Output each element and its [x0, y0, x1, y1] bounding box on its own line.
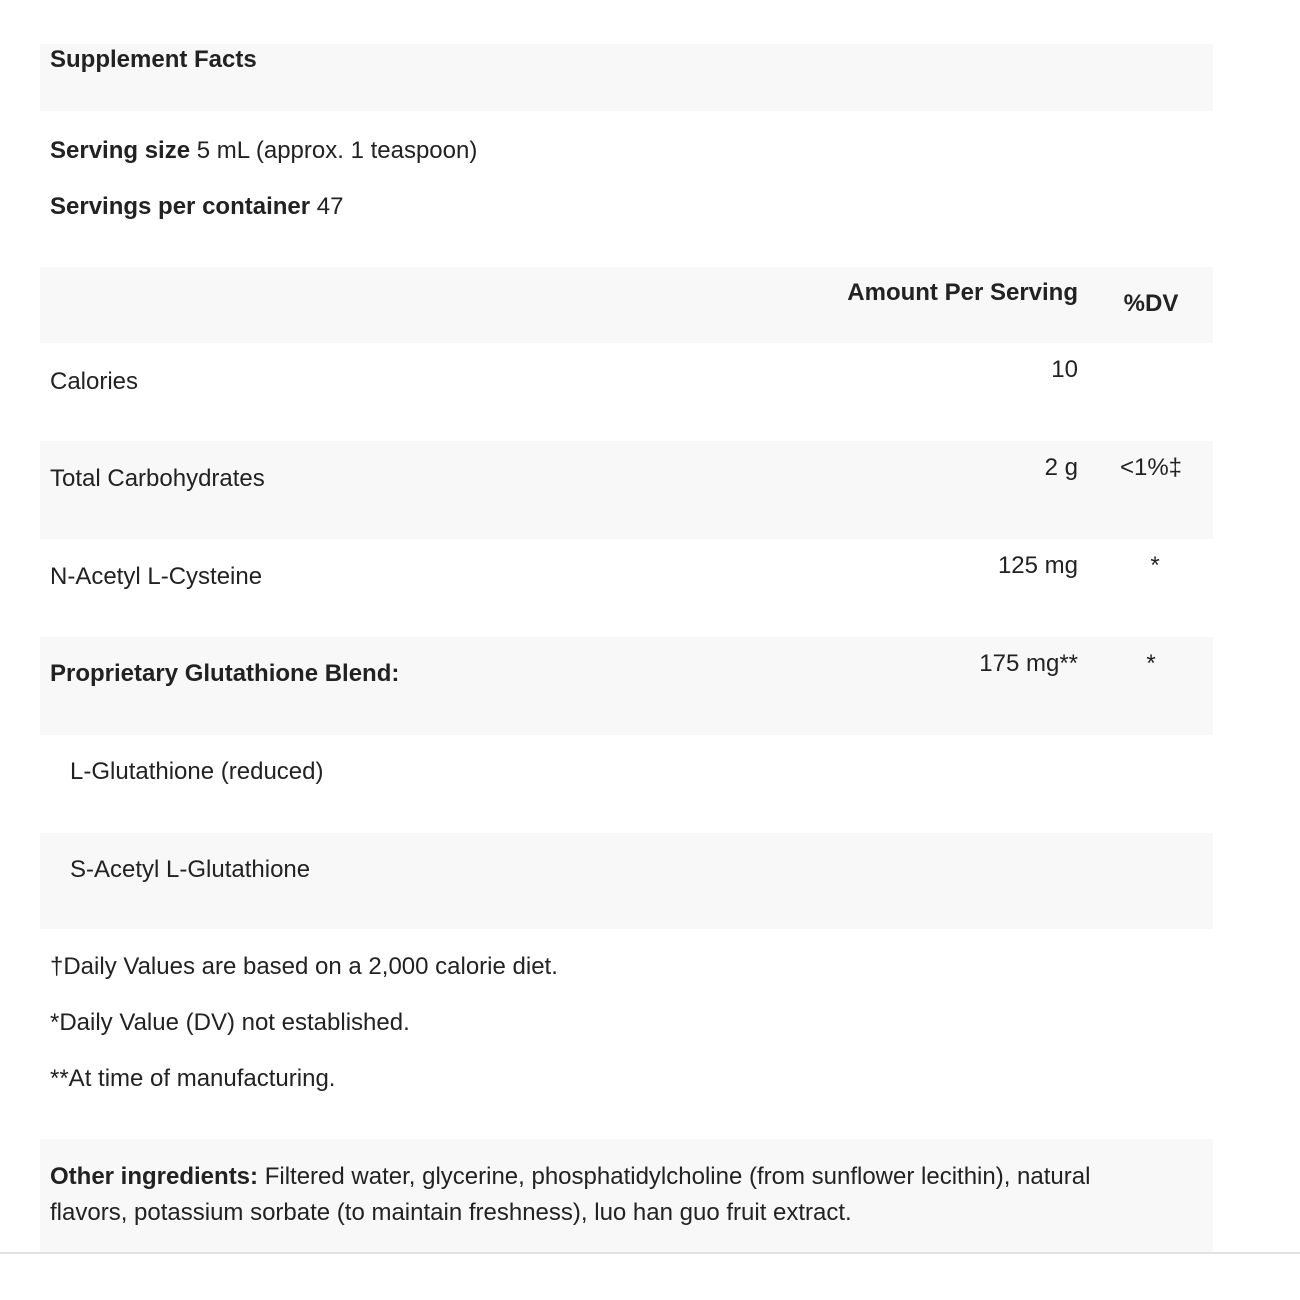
servings-per-container-label: Servings per container [50, 193, 311, 220]
other-ingredients-label: Other ingredients: [50, 1163, 259, 1190]
row-total-carbohydrates-amount: 2 g [1044, 454, 1078, 481]
footnote-time-of-manufacturing: **At time of manufacturing. [50, 1065, 336, 1092]
serving-size [50, 137, 477, 165]
footnote-dv-not-established: *Daily Value (DV) not established. [50, 1009, 410, 1036]
servings-per-container-value: 47 [316, 193, 344, 220]
servings-per-container [50, 193, 343, 221]
other-ingredients-text-1: Filtered water, glycerine, phosphatidylcholine (from sunflower lecithin), natural [264, 1163, 1091, 1190]
row-calories-name: Calories [50, 368, 139, 395]
amount-per-serving-header: Amount Per Serving [847, 279, 1078, 306]
row-n-acetyl-l-cysteine-dv: * [1150, 552, 1160, 579]
serving-size-value: 5 mL (approx. 1 teaspoon) [196, 137, 478, 164]
divider [0, 1252, 1300, 1254]
other-ingredients-band [40, 1139, 1213, 1252]
footnote-daily-values: †Daily Values are based on a 2,000 calorie diet. [50, 953, 558, 980]
dv-header: %DV [1123, 290, 1179, 317]
row-total-carbohydrates-name: Total Carbohydrates [50, 465, 265, 492]
row-s-acetyl-l-glutathione-name: S-Acetyl L-Glutathione [70, 856, 311, 883]
row-proprietary-blend-name: Proprietary Glutathione Blend: [50, 660, 400, 687]
row-proprietary-blend-amount: 175 mg** [979, 650, 1078, 677]
row-calories-amount: 10 [1051, 356, 1078, 383]
serving-size-label: Serving size [50, 137, 191, 164]
row-total-carbohydrates-dv: <1%‡ [1119, 454, 1183, 481]
other-ingredients-line1 [50, 1163, 1090, 1191]
row-proprietary-blend-dv: * [1146, 650, 1156, 677]
row-n-acetyl-l-cysteine-name: N-Acetyl L-Cysteine [50, 563, 263, 590]
row-l-glutathione-name: L-Glutathione (reduced) [70, 758, 324, 785]
other-ingredients-line2: flavors, potassium sorbate (to maintain freshness), luo han guo fruit extract. [50, 1199, 852, 1226]
row-n-acetyl-l-cysteine-amount: 125 mg [997, 552, 1078, 579]
page-title: Supplement Facts [50, 46, 257, 73]
